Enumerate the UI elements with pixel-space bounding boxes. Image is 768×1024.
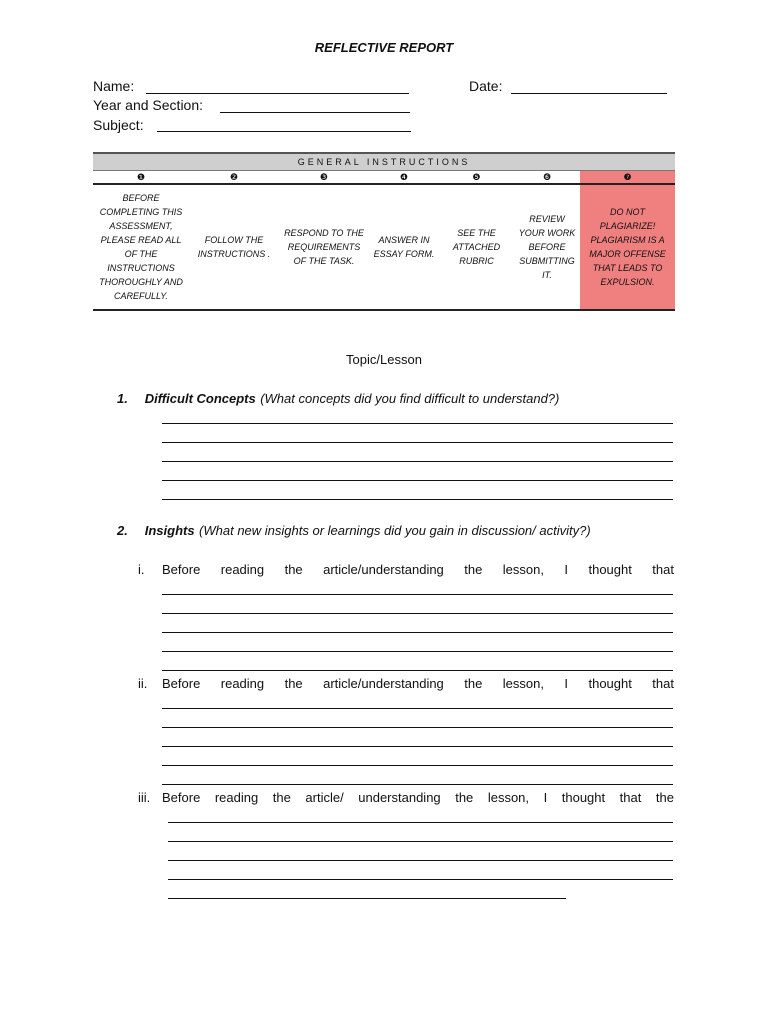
subject-label: Subject: (93, 117, 144, 133)
instruction-text: BEFORE COMPLETING THIS ASSESSMENT, PLEASE READ ALL OF THE INSTRUCTIONS THOROUGHLY AND CAREFULLY. (99, 193, 183, 301)
question-number: 1. (117, 391, 128, 406)
date-field[interactable] (511, 93, 667, 94)
subject-field[interactable] (157, 131, 411, 132)
answer-line[interactable] (162, 461, 673, 462)
instructions-header: GENERAL INSTRUCTIONS (93, 153, 675, 171)
question-prompt: (What concepts did you find difficult to understand?) (260, 391, 560, 406)
answer-line[interactable] (162, 632, 673, 633)
answer-line[interactable] (162, 594, 673, 595)
answer-line[interactable] (162, 784, 673, 785)
instruction-cell (93, 184, 189, 310)
item-text: Before reading the article/ understanding the lesson, I thought that the (162, 790, 674, 805)
name-field[interactable] (146, 93, 409, 94)
date-label: Date: (469, 78, 503, 94)
instructions-table (93, 152, 675, 311)
question-2 (117, 522, 591, 540)
instruction-text: ANSWER IN ESSAY FORM. (373, 235, 435, 259)
answer-line[interactable] (162, 651, 673, 652)
answer-line[interactable] (162, 727, 673, 728)
instruction-text: REVIEW YOUR WORK BEFORE SUBMITTING IT. (518, 214, 576, 280)
answer-line[interactable] (162, 499, 673, 500)
answer-line[interactable] (162, 613, 673, 614)
answer-line[interactable] (168, 822, 673, 823)
instruction-cell (439, 184, 514, 310)
item-label: i. (138, 562, 145, 577)
instruction-number: ❷ (189, 171, 279, 185)
instruction-cell (369, 184, 439, 310)
answer-line[interactable] (162, 480, 673, 481)
instruction-number: ❺ (439, 171, 514, 185)
instruction-text: RESPOND TO THE REQUIREMENTS OF THE TASK. (284, 228, 364, 266)
answer-line[interactable] (162, 765, 673, 766)
instruction-number: ❸ (279, 171, 369, 185)
instruction-number: ❼ (580, 171, 675, 185)
instruction-text: SEE THE ATTACHED RUBRIC (452, 228, 501, 266)
instruction-cell (189, 184, 279, 310)
answer-line[interactable] (168, 860, 673, 861)
answer-line[interactable] (162, 423, 673, 424)
instruction-number: ❹ (369, 171, 439, 185)
answer-line[interactable] (168, 879, 673, 880)
answer-line[interactable] (162, 708, 673, 709)
question-title: Difficult Concepts (144, 391, 256, 406)
question-prompt: (What new insights or learnings did you gain in discussion/ activity?) (199, 523, 591, 538)
year-section-label: Year and Section: (93, 97, 204, 113)
answer-line[interactable] (162, 442, 673, 443)
answer-line[interactable] (162, 670, 673, 671)
plagiarism-warning-cell (580, 184, 675, 310)
item-text: Before reading the article/understanding the lesson, I thought that (162, 676, 674, 691)
instruction-cell (279, 184, 369, 310)
answer-line[interactable] (168, 898, 566, 899)
instruction-text: FOLLOW THE INSTRUCTIONS . (197, 235, 271, 259)
page-title: REFLECTIVE REPORT (314, 40, 454, 55)
item-label: iii. (138, 790, 151, 805)
year-section-field[interactable] (220, 112, 410, 113)
item-text: Before reading the article/understanding the lesson, I thought that (162, 562, 674, 577)
name-label: Name: (93, 78, 135, 94)
instruction-number: ❻ (514, 171, 580, 185)
instruction-number: ❶ (93, 171, 189, 185)
topic-heading: Topic/Lesson (346, 352, 422, 367)
question-number: 2. (117, 523, 128, 538)
instruction-cell (514, 184, 580, 310)
answer-line[interactable] (162, 746, 673, 747)
plagiarism-warning-text: DO NOT PLAGIARIZE! PLAGIARISM IS A MAJOR OFFENSE THAT LEADS TO EXPULSION. (589, 207, 666, 287)
item-label: ii. (138, 676, 148, 691)
answer-line[interactable] (168, 841, 673, 842)
question-1 (117, 390, 559, 408)
question-title: Insights (144, 523, 195, 538)
